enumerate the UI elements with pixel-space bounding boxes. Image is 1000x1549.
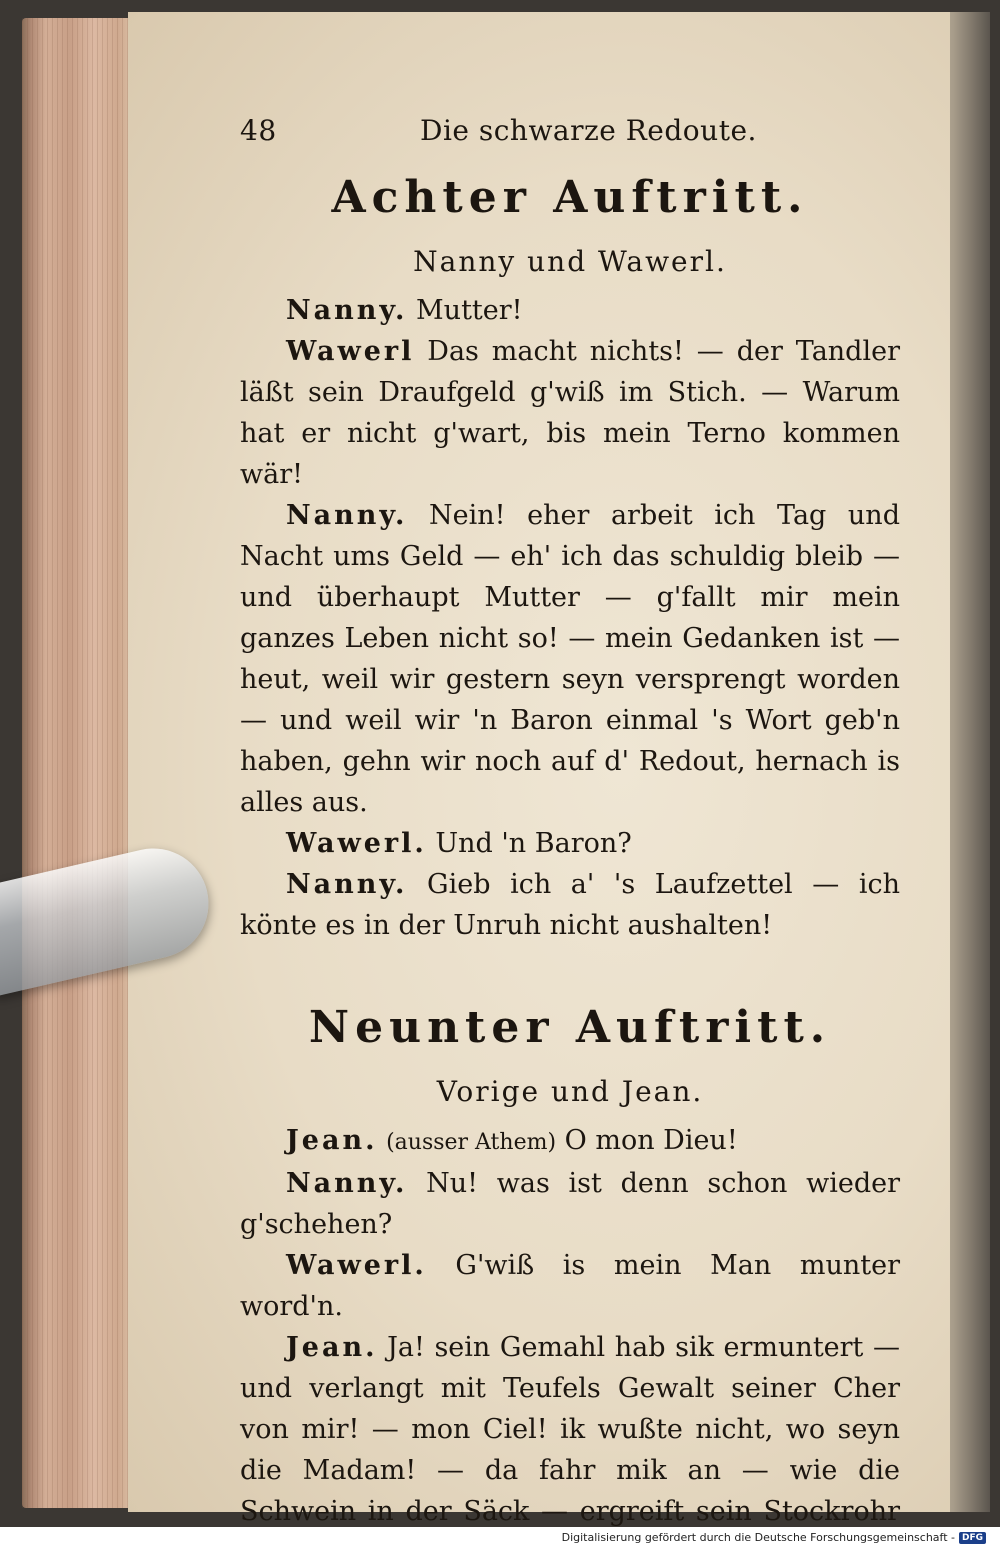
dialogue-line: [240, 331, 900, 495]
book-page-edges: [22, 18, 142, 1508]
spoken-text: O mon Dieu!: [564, 1125, 738, 1156]
digitization-credit: [562, 1531, 986, 1544]
spoken-text: G'wiß is mein Man munter word'n.: [240, 1250, 900, 1322]
dialogue-line: [240, 1120, 900, 1163]
spoken-text: Das macht nichts! — der Tandler läßt sein Draufgeld g'wiß im Stich. — Warum hat er nicht g'wart, bis mein Terno kommen wär!: [240, 336, 900, 490]
dialogue-line: [240, 864, 900, 946]
speaker-name: Jean.: [286, 1125, 378, 1156]
dialogue-line: [240, 495, 900, 823]
speaker-name: Nanny.: [286, 500, 408, 531]
speaker-name: Nanny.: [286, 295, 408, 326]
scene-title: Achter Auftritt.: [331, 172, 809, 223]
scene-title: Neunter Auftritt.: [308, 1002, 832, 1053]
speaker-name: Nanny.: [286, 1168, 408, 1199]
page-number: 48: [240, 114, 277, 147]
dialogue-line: [240, 1163, 900, 1245]
stage-direction: (ausser Athem): [386, 1130, 557, 1155]
speaker-name: Wawerl: [286, 336, 415, 367]
speaker-name: Wawerl.: [286, 1250, 427, 1281]
speaker-name: Jean.: [286, 1332, 378, 1363]
scene-cast: Vorige und Jean.: [436, 1075, 704, 1108]
spoken-text: Nu! was ist denn schon wieder g'schehen?: [240, 1168, 900, 1240]
dialogue-line: [240, 290, 900, 331]
dialogue-line: [240, 1245, 900, 1327]
credit-text: Digitalisierung gefördert durch die Deutsche Forschungsgemeinschaft -: [561, 1531, 955, 1544]
dfg-logo: DFG: [959, 1532, 986, 1544]
dialogue-line: [240, 1327, 900, 1527]
speaker-name: Wawerl.: [286, 828, 427, 859]
scene-dialogue: [240, 1120, 900, 1527]
scene-dialogue: [240, 290, 900, 946]
running-title: Die schwarze Redoute.: [420, 114, 757, 147]
spoken-text: Nein! eher arbeit ich Tag und Nacht ums Geld — eh' ich das schuldig bleib — und überhaupt Mutter — g'fallt mir mein ganzes Leben nicht so! — mein Gedanken ist — heut, weil wir gestern seyn versprengt worden — und weil wir 'n Baron einmal 's Wort geb'n haben, gehn wir noch auf d' Redout, hernach is alles aus.: [240, 500, 900, 818]
spoken-text: Ja! sein Gemahl hab sik ermuntert — und verlangt mit Teufels Gewalt seiner Cher von mir! — mon Ciel! ik wußte nicht, wo seyn die Madam! — da fahr mik an — wie die Schwein in der Säck — ergreift sein Stockrohr: [240, 1332, 900, 1527]
spoken-text: Mutter!: [416, 295, 523, 326]
page-header: [240, 108, 900, 154]
dialogue-line: [240, 823, 900, 864]
page-text: [240, 108, 900, 1527]
scene-cast: Nanny und Wawerl.: [413, 245, 727, 278]
speaker-name: Nanny.: [286, 869, 408, 900]
spoken-text: Gieb ich a' 's Laufzettel — ich könte es in der Unruh nicht aushalten!: [240, 869, 900, 941]
spoken-text: Und 'n Baron?: [435, 828, 632, 859]
